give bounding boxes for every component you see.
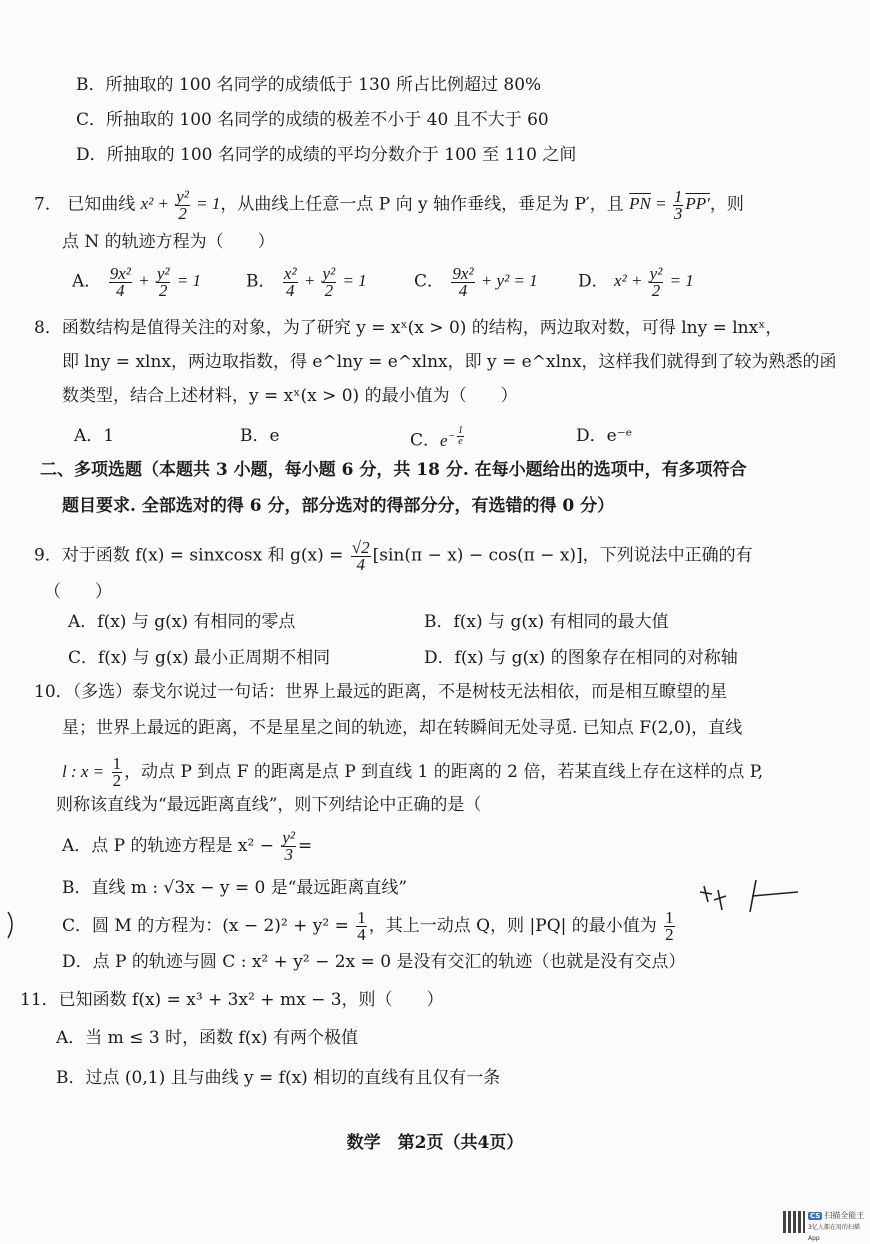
q8-option-d: D．e⁻ᵉ [576, 426, 633, 446]
q7-curve-eq: x² + $\frac{\text{y²}}{2}$ = 1 [140, 187, 221, 223]
q10-line3: l : x = $\frac{1}{2}$ ，动点 P 到点 F 的距离是点 P 到直线 1 的距离的 2 倍，若某直线上存在这样的点 P, [62, 754, 764, 790]
q8-option-a: A．1 [74, 426, 115, 446]
q6-option-c: C．所抽取的 100 名同学的成绩的极差不小于 40 且不大于 60 [76, 110, 549, 130]
q10-half: $\frac{1}{2}$ [112, 754, 122, 790]
q7-pre: 已知曲线 [67, 194, 136, 215]
section2-heading-line2: 题目要求. 全部选对的得 6 分，部分选对的得部分分，有选错的得 0 分） [62, 496, 615, 516]
q9-sqrt2-over-4: $\frac{√2}{4}$ [351, 538, 370, 574]
q6-option-d: D．所抽取的 100 名同学的成绩的平均分数介于 100 至 110 之间 [76, 145, 577, 165]
q9-option-d: D．f(x) 与 g(x) 的图象存在相同的对称轴 [424, 648, 738, 668]
q10-line1: 10．（多选）泰戈尔说过一句话：世界上最远的距离，不是树枝无法相依，而是相互瞭望的星 [34, 682, 728, 702]
q11-option-a: A．当 m ≤ 3 时，函数 f(x) 有两个极值 [56, 1028, 359, 1048]
q7-option-a: A． $\frac{\text{9x²}}{4}$ + $\frac{\text{y²}}{2}$ = 1 [72, 264, 201, 300]
q10-line4: 则称该直线为“最远距离直线”，则下列结论中正确的是（ [56, 795, 482, 815]
q7-option-b: B． $\frac{\text{x²}}{4}$ + $\frac{\text{y²}}{2}$ = 1 [246, 264, 367, 300]
q8-line3: 数类型，结合上述材料，y = xˣ(x > 0) 的最小值为（ ） [62, 386, 518, 406]
page-footer: 数学 第2页（共4页） [346, 1133, 524, 1153]
q7-end: ，则 [709, 194, 744, 215]
q9-stem [34, 540, 753, 573]
q9-paren: （ ） [44, 582, 112, 602]
q7-option-c: C． $\frac{\text{9x²}}{4}$ + y² = 1 [414, 264, 538, 300]
q11-option-b: B．过点 (0,1) 且与曲线 y = f(x) 相切的直线有且仅有一条 [56, 1068, 501, 1088]
scanner-stamp: CS 扫描全能王 3亿人都在用的扫描App [808, 1211, 865, 1242]
section2-heading-line1: 二、多项选题（本题共 3 小题，每小题 6 分，共 18 分. 在每小题给出的选项中，有多项符合 [40, 460, 747, 480]
q7-stem [34, 189, 744, 222]
q6-option-b: B．所抽取的 100 名同学的成绩低于 130 所占比例超过 80% [76, 75, 542, 95]
q7-line2: 点 N 的轨迹方程为（ ） [62, 232, 275, 252]
q9-post: [sin(π − x) − cos(π − x)]，下列说法中正确的有 [372, 545, 753, 566]
q10-option-a: A．点 P 的轨迹方程是 x² − $\frac{\text{y²}}{3}$ = [62, 828, 313, 864]
q8-line1: 8．函数结构是值得关注的对象，为了研究 y = xˣ(x > 0) 的结构，两边取对数，可得 lny = lnxˣ， [34, 318, 783, 338]
q9-option-a: A．f(x) 与 g(x) 有相同的零点 [68, 612, 296, 632]
handwritten-paren-mark [4, 910, 18, 940]
q10-option-c: C．圆 M 的方程为：(x − 2)² + y² = $\frac{1}{4}$ ，其上一动点 Q，则 |PQ| 的最小值为 $\frac{1}{2}$ [62, 908, 674, 944]
q7-vector-eq: $\overline{PN}$ = $\frac{1}{3}$ PP′ [629, 187, 710, 223]
q8-option-b: B．e [240, 426, 280, 446]
q9-pre: 9．对于函数 f(x) = sinxcosx 和 g(x) = [34, 545, 344, 566]
handwritten-marks [690, 872, 810, 922]
q7-mid: ，从曲线上任意一点 P 向 y 轴作垂线，垂足为 P′，且 [220, 194, 624, 215]
q8-option-c: C．$e^{- \frac{1}{e}}$ [410, 424, 463, 451]
qr-code-icon [783, 1211, 805, 1233]
q7-option-d: D． x² + $\frac{\text{y²}}{2}$ = 1 [578, 264, 694, 300]
q9-option-b: B．f(x) 与 g(x) 有相同的最大值 [424, 612, 669, 632]
q11-line1: 11．已知函数 f(x) = x³ + 3x² + mx − 3，则（ ） [20, 990, 444, 1010]
q10-option-b: B．直线 m : √3x − y = 0 是“最远距离直线” [62, 878, 408, 898]
q9-option-c: C．f(x) 与 g(x) 最小正周期不相同 [68, 648, 331, 668]
q10-line2: 星；世界上最远的距离，不是星星之间的轨迹，却在转瞬间无处寻觅. 已知点 F(2,0)，直线 [62, 718, 743, 738]
q10-option-d: D．点 P 的轨迹与圆 C : x² + y² − 2x = 0 是没有交汇的轨迹（也就是没有交点） [62, 952, 686, 972]
q8-line2: 即 lny = xlnx，两边取指数，得 e^lny = e^xlnx，即 y = e^xlnx，这样我们就得到了较为熟悉的函 [62, 352, 837, 372]
q7-number: 7． [34, 194, 62, 215]
